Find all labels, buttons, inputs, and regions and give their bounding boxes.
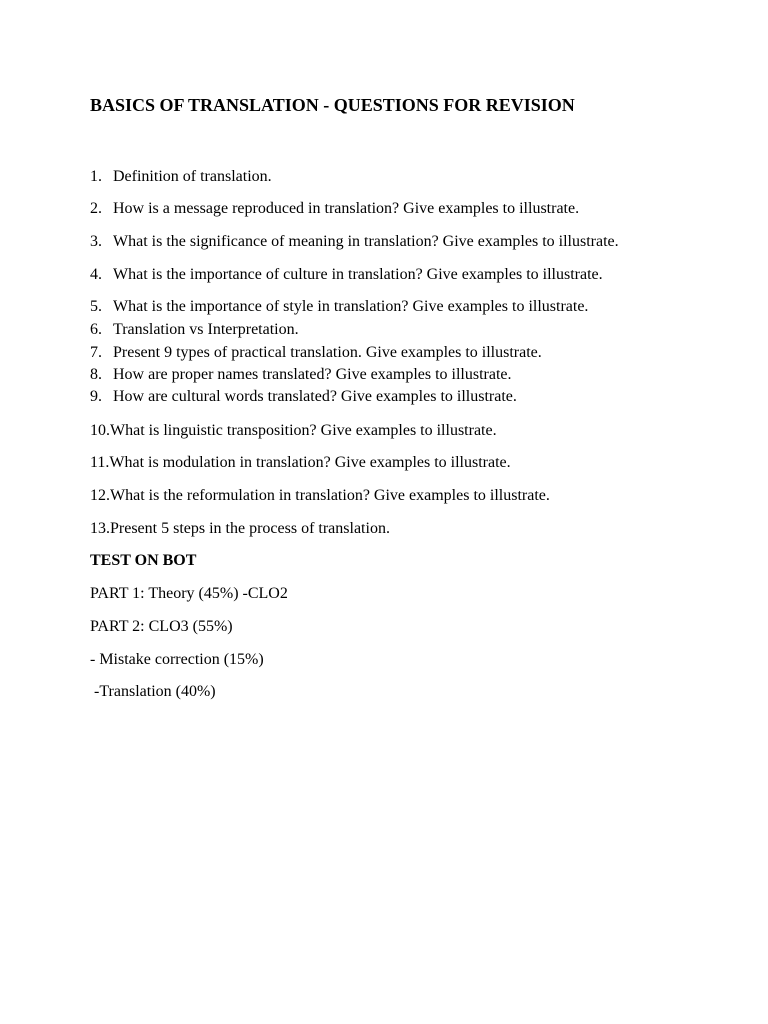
question-number: 6. — [90, 321, 102, 338]
question-number: 4. — [90, 266, 102, 283]
question-text: Present 5 steps in the process of translation. — [110, 520, 390, 537]
test-part-2: PART 2: CLO3 (55%) — [90, 618, 233, 635]
question-number: 13. — [90, 520, 110, 537]
question-text: What is modulation in translation? Give examples to illustrate. — [109, 454, 511, 471]
question-text: How are proper names translated? Give examples to illustrate. — [113, 366, 512, 383]
question-item-5 — [90, 297, 588, 317]
question-item-12 — [90, 486, 550, 506]
test-item-mistake-correction: - Mistake correction (15%) — [90, 651, 264, 668]
question-text: What is linguistic transposition? Give examples to illustrate. — [110, 422, 497, 439]
question-text: What is the reformulation in translation? Give examples to illustrate. — [110, 487, 550, 504]
question-item-2 — [90, 199, 579, 219]
question-text: What is the significance of meaning in translation? Give examples to illustrate. — [113, 233, 619, 250]
question-number: 1. — [90, 168, 102, 185]
question-number: 5. — [90, 298, 102, 315]
question-item-11 — [90, 453, 511, 473]
question-item-1 — [90, 167, 272, 187]
test-part-1: PART 1: Theory (45%) -CLO2 — [90, 585, 288, 602]
question-item-7 — [90, 343, 542, 363]
question-text: How are cultural words translated? Give examples to illustrate. — [113, 388, 517, 405]
question-number: 9. — [90, 388, 102, 405]
test-heading: TEST ON BOT — [90, 552, 197, 569]
question-number: 2. — [90, 200, 102, 217]
question-text: What is the importance of culture in translation? Give examples to illustrate. — [113, 266, 603, 283]
question-number: 11. — [90, 454, 110, 471]
question-number: 3. — [90, 233, 102, 250]
question-text: Translation vs Interpretation. — [113, 321, 299, 338]
question-item-13 — [90, 519, 390, 539]
question-item-10 — [90, 421, 497, 441]
question-text: How is a message reproduced in translation? Give examples to illustrate. — [113, 200, 580, 217]
question-number: 10. — [90, 422, 110, 439]
question-text: What is the importance of style in translation? Give examples to illustrate. — [113, 298, 589, 315]
question-item-8 — [90, 365, 512, 385]
document-title: BASICS OF TRANSLATION - QUESTIONS FOR REVISION — [90, 95, 575, 115]
question-number: 12. — [90, 487, 110, 504]
question-item-6 — [90, 320, 299, 340]
question-number: 8. — [90, 366, 102, 383]
question-text: Definition of translation. — [113, 168, 272, 185]
test-item-translation: -Translation (40%) — [90, 683, 216, 700]
question-text: Present 9 types of practical translation. Give examples to illustrate. — [113, 344, 542, 361]
question-item-3 — [90, 232, 619, 252]
question-item-9 — [90, 387, 517, 407]
question-number: 7. — [90, 344, 102, 361]
question-item-4 — [90, 265, 603, 285]
